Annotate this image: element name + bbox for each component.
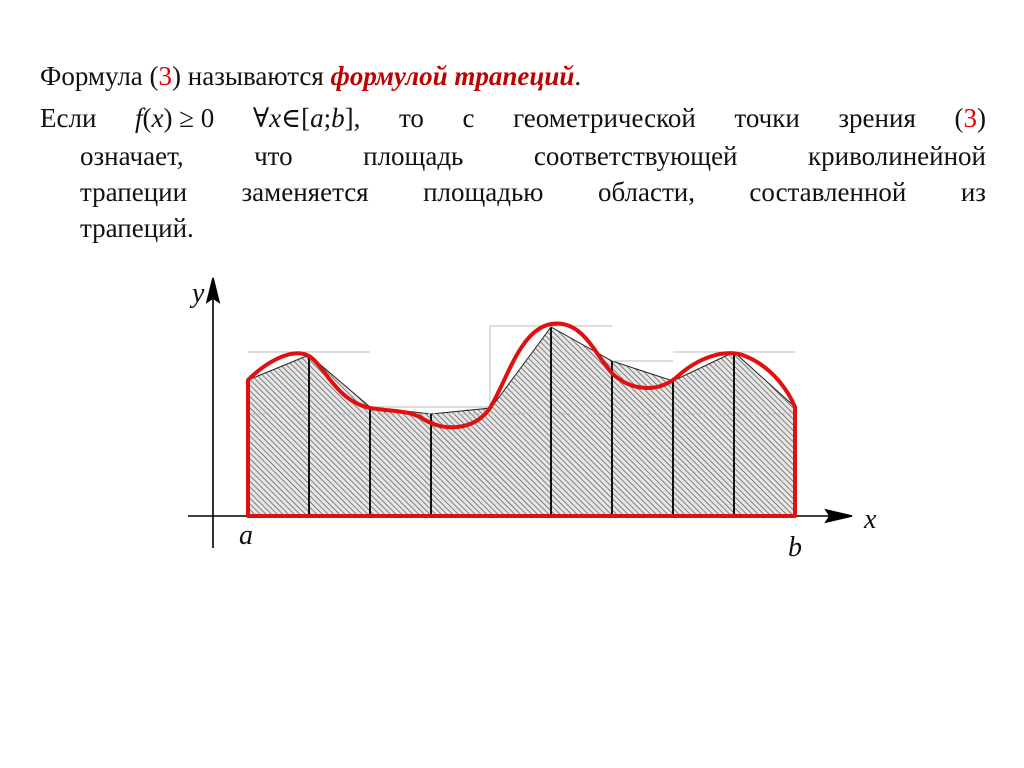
word: области, xyxy=(597,177,695,207)
word: площадью xyxy=(423,177,544,207)
word: то xyxy=(398,103,424,133)
paren: ) xyxy=(976,103,986,133)
math-f: f xyxy=(134,103,143,133)
word: означает, xyxy=(80,141,184,171)
term-highlight: формулой трапеций xyxy=(330,61,575,91)
math-b: b xyxy=(331,103,345,133)
a-label: a xyxy=(239,520,253,551)
b-label: b xyxy=(788,532,802,563)
text-fragment: ) называются xyxy=(172,61,331,91)
word: зрения xyxy=(838,103,916,133)
word: геометрической xyxy=(513,103,696,133)
formula-ref: 3 xyxy=(158,61,173,91)
math-x: x xyxy=(151,103,164,133)
y-axis-label: y xyxy=(192,278,205,309)
word: трапеций. xyxy=(80,213,194,243)
paren: ( xyxy=(954,103,964,133)
word: трапеции xyxy=(80,177,188,207)
math-ge-zero: ) ≥ 0 xyxy=(163,103,215,133)
word: криволинейной xyxy=(808,141,986,171)
text-fragment: . xyxy=(574,61,582,91)
word: из xyxy=(960,177,986,207)
math-paren: ( xyxy=(142,103,152,133)
math-in: ∈[ xyxy=(281,103,311,133)
word: заменяется xyxy=(241,177,369,207)
text-fragment: Формула ( xyxy=(40,61,159,91)
word: с xyxy=(462,103,475,133)
word: площадь xyxy=(363,141,464,171)
math-a: a xyxy=(310,103,324,133)
math-semi: ; xyxy=(323,103,332,133)
word: составленной xyxy=(749,177,907,207)
x-axis-arrow xyxy=(826,510,852,522)
math-close: ], xyxy=(344,103,361,133)
math-x: x xyxy=(269,103,282,133)
y-axis-arrow xyxy=(207,278,219,302)
word: соответствующей xyxy=(533,141,738,171)
forall-symbol: ∀ xyxy=(252,103,270,133)
formula-ref: 3 xyxy=(963,103,977,133)
word: что xyxy=(254,141,293,171)
x-axis-label: x xyxy=(864,504,877,535)
word: точки xyxy=(734,103,800,133)
word: Если xyxy=(40,103,97,133)
